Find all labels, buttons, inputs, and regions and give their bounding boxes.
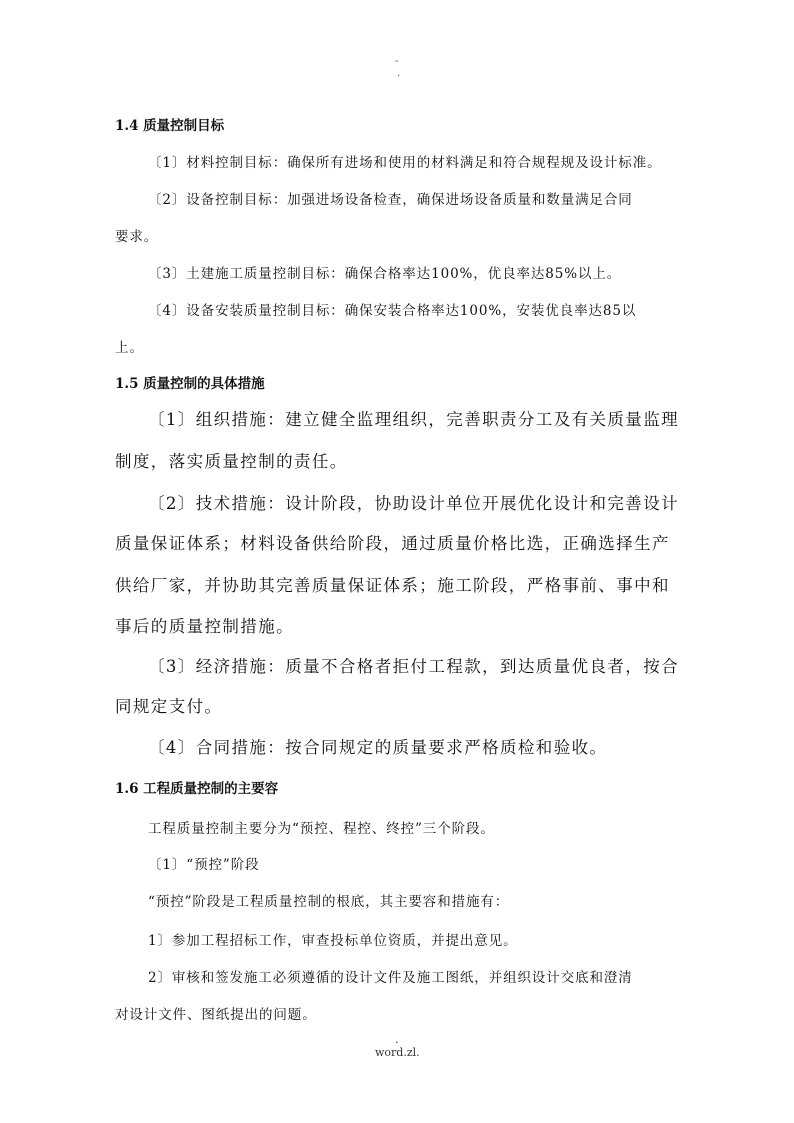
section-1-5-item-2-line-4: 事后的质量控制措施。	[115, 617, 294, 636]
section-1-5-item-4: 〔4〕合同措施：按合同规定的质量要求严格质检和验收。	[148, 738, 608, 757]
section-1-5-item-1: 〔1〕组织措施：建立健全监理组织，完善职责分工及有关质量监理	[148, 410, 679, 429]
section-1-6-para-1: 工程质量控制主要分为“预控、程控、终控”三个阶段。	[148, 821, 495, 837]
section-1-4-item-2-cont: 要求。	[115, 229, 159, 245]
section-1-4-item-2: 〔2〕设备控制目标：加强进场设备检查，确保进场设备质量和数量满足合同	[148, 192, 633, 208]
section-1-5-heading: 1.5 质量控制的具体措施	[115, 376, 265, 392]
page-header-mark: -	[395, 56, 399, 67]
section-1-6-para-3: “预控”阶段是工程质量控制的根底，其主要容和措施有：	[148, 894, 510, 910]
section-1-6-para-2: 〔1〕“预控”阶段	[148, 857, 260, 873]
section-1-6-heading: 1.6 工程质量控制的主要容	[115, 781, 279, 797]
section-1-5-item-3-cont: 同规定支付。	[115, 697, 223, 716]
section-1-4-item-3: 〔3〕土建施工质量控制目标：确保合格率达100%，优良率达85%以上。	[148, 266, 622, 282]
section-1-6-list-2-cont: 对设计文件、图纸提出的问题。	[115, 1007, 317, 1023]
section-1-5-item-2-line-3: 供给厂家，并协助其完善质量保证体系；施工阶段，严格事前、事中和	[115, 576, 670, 595]
page-header-dot: .	[397, 68, 401, 79]
section-1-4-heading: 1.4 质量控制目标	[115, 118, 225, 134]
section-1-5-item-2: 〔2〕技术措施：设计阶段，协助设计单位开展优化设计和完善设计	[148, 494, 679, 513]
section-1-4-item-4-cont: 上。	[115, 340, 144, 356]
section-1-4-item-4: 〔4〕设备安装质量控制目标：确保安装合格率达100%，安装优良率达85以	[148, 303, 637, 319]
section-1-5-item-3: 〔3〕经济措施：质量不合格者拒付工程款，到达质量优良者，按合	[148, 657, 679, 676]
section-1-6-list-2: 2〕审核和签发施工必须遵循的设计文件及施工图纸，并组织设计交底和澄清	[148, 970, 633, 986]
page-footer-dot: .	[395, 1033, 399, 1046]
section-1-5-item-2-line-2: 质量保证体系；材料设备供给阶段，通过质量价格比选，正确选择生产	[115, 534, 670, 553]
page-footer: word.zl.	[375, 1046, 420, 1059]
section-1-4-item-1: 〔1〕材料控制目标：确保所有进场和使用的材料满足和符合规程规及设计标准。	[148, 155, 662, 171]
section-1-6-list-1: 1〕参加工程招标工作，审查投标单位资质，并提出意见。	[148, 933, 518, 949]
section-1-5-item-1-cont: 制度，落实质量控制的责任。	[115, 452, 348, 471]
